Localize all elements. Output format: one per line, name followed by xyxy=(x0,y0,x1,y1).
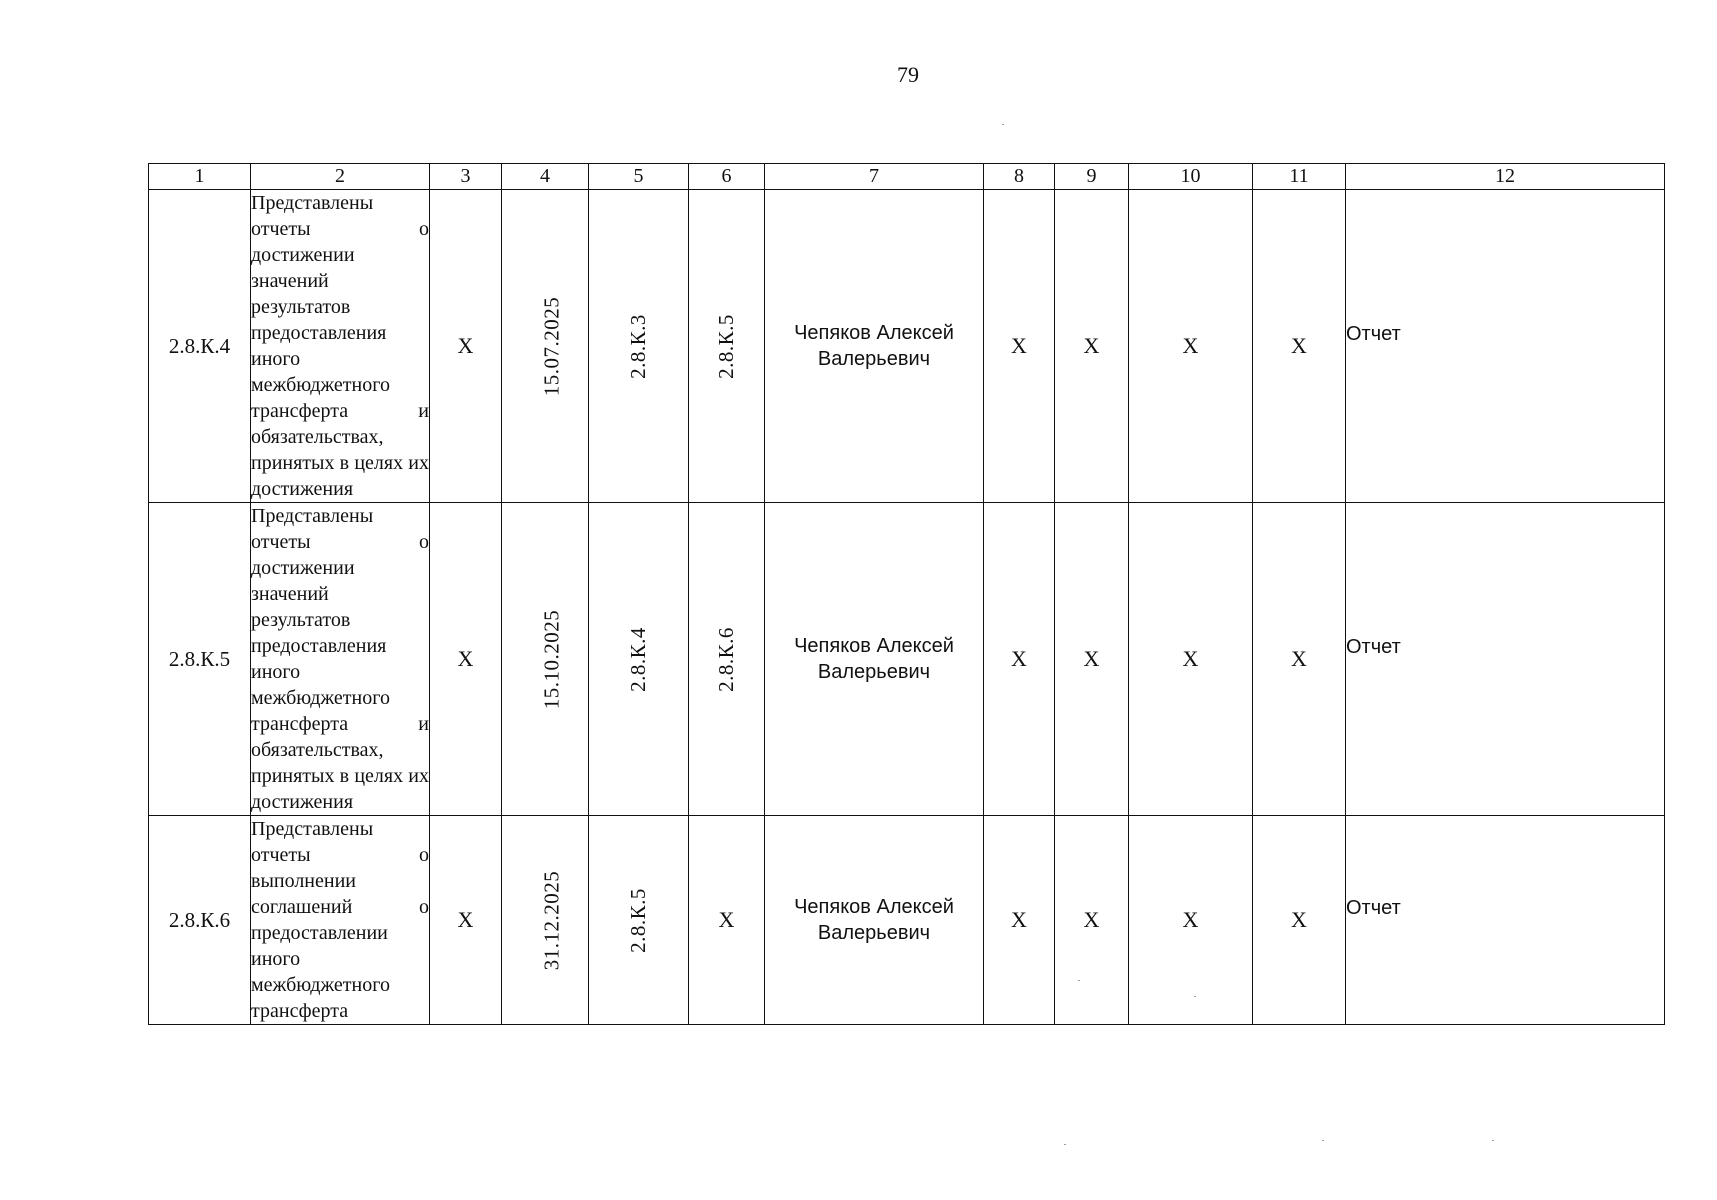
row-responsible: Чепяков Алексей Валерьевич xyxy=(765,503,984,816)
column-header: 2 xyxy=(251,164,430,190)
row-next: 2.8.К.5 xyxy=(713,313,738,379)
row-date-cell xyxy=(502,503,589,816)
row-description: Представлены отчеты о достижении значений результатов предоставления иного межбюджетного трансферта и обязательствах, принятых в целях их достижения xyxy=(251,503,430,816)
row-date: 15.10.2025 xyxy=(539,609,564,709)
column-header: 7 xyxy=(765,164,984,190)
column-header: 11 xyxy=(1253,164,1346,190)
row-next: 2.8.К.6 xyxy=(713,626,738,692)
row-prev-cell xyxy=(589,503,689,816)
row-code: 2.8.К.4 xyxy=(149,190,251,503)
scan-speck xyxy=(1078,980,1080,981)
row-prev: 2.8.К.3 xyxy=(625,313,650,379)
scan-speck xyxy=(1492,1140,1494,1141)
column-header: 12 xyxy=(1346,164,1665,190)
row-document: Отчет xyxy=(1346,635,1401,658)
row-date: 31.12.2025 xyxy=(539,870,564,970)
row-code: 2.8.К.6 xyxy=(149,816,251,1025)
row-date-cell xyxy=(502,190,589,503)
row-col9: Х xyxy=(1055,503,1129,816)
row-description: Представлены отчеты о достижении значений результатов предоставления иного межбюджетного трансферта и обязательствах, принятых в целях их достижения xyxy=(251,190,430,503)
row-next-cell xyxy=(689,190,765,503)
column-header: 9 xyxy=(1055,164,1129,190)
scan-speck xyxy=(1064,1144,1066,1145)
row-col8: Х xyxy=(984,503,1055,816)
column-header: 10 xyxy=(1129,164,1253,190)
row-col11: Х xyxy=(1253,816,1346,1025)
row-document: Отчет xyxy=(1346,322,1401,345)
row-col3: Х xyxy=(430,816,502,1025)
page-number: 79 xyxy=(897,62,919,87)
scan-speck xyxy=(1194,996,1196,997)
row-col3: Х xyxy=(430,503,502,816)
row-date: 15.07.2025 xyxy=(539,296,564,396)
row-document: Отчет xyxy=(1346,896,1401,919)
row-col9: Х xyxy=(1055,816,1129,1025)
schedule-table xyxy=(148,163,1665,1025)
row-col10: Х xyxy=(1129,190,1253,503)
row-prev: 2.8.К.5 xyxy=(625,887,650,953)
row-document-cell xyxy=(1346,190,1665,503)
row-col8: Х xyxy=(984,190,1055,503)
scan-speck xyxy=(1002,124,1004,125)
row-prev: 2.8.К.4 xyxy=(625,626,650,692)
scan-speck xyxy=(1322,1140,1324,1141)
table-row xyxy=(149,503,1665,816)
row-description: Представлены отчеты о выполнении соглашений о предоставлении иного межбюджетного трансферта xyxy=(251,816,430,1025)
row-date-cell xyxy=(502,816,589,1025)
header-row xyxy=(149,164,1665,190)
row-next: Х xyxy=(689,816,765,1025)
column-header: 1 xyxy=(149,164,251,190)
row-document-cell xyxy=(1346,503,1665,816)
column-header: 5 xyxy=(589,164,689,190)
row-code: 2.8.К.5 xyxy=(149,503,251,816)
column-header: 6 xyxy=(689,164,765,190)
table-row xyxy=(149,816,1665,1025)
row-document-cell xyxy=(1346,816,1665,1025)
row-prev-cell xyxy=(589,816,689,1025)
row-col11: Х xyxy=(1253,190,1346,503)
row-col3: Х xyxy=(430,190,502,503)
row-responsible: Чепяков Алексей Валерьевич xyxy=(765,816,984,1025)
column-header: 8 xyxy=(984,164,1055,190)
row-responsible: Чепяков Алексей Валерьевич xyxy=(765,190,984,503)
row-col9: Х xyxy=(1055,190,1129,503)
row-next-cell xyxy=(689,503,765,816)
row-col11: Х xyxy=(1253,503,1346,816)
table-row xyxy=(149,190,1665,503)
row-prev-cell xyxy=(589,190,689,503)
row-col8: Х xyxy=(984,816,1055,1025)
row-col10: Х xyxy=(1129,816,1253,1025)
column-header: 3 xyxy=(430,164,502,190)
row-col10: Х xyxy=(1129,503,1253,816)
column-header: 4 xyxy=(502,164,589,190)
